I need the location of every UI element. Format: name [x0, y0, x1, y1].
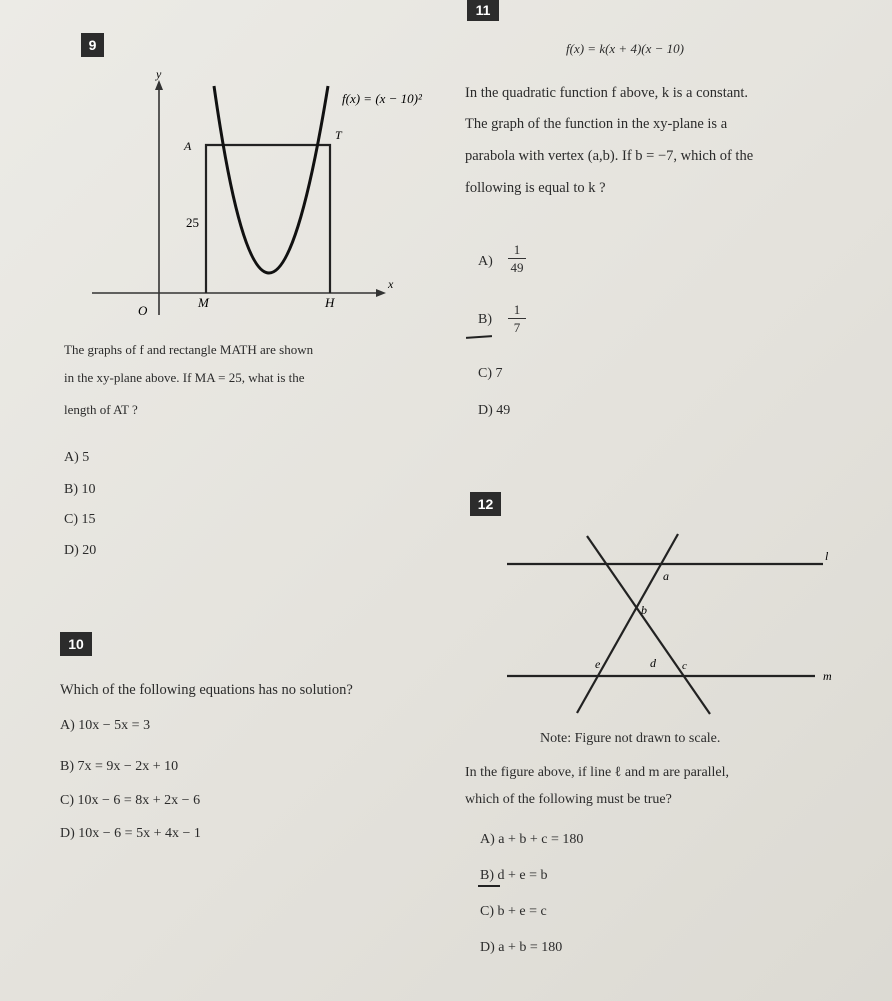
transversal-1	[587, 536, 710, 714]
transversal-2	[577, 534, 678, 713]
q9-choice-B[interactable]: B) 10	[64, 482, 96, 497]
q9-choice-C[interactable]: C) 15	[64, 512, 96, 527]
y-axis-label: y	[156, 70, 162, 81]
q12-choice-B[interactable]: B) d + e = b	[480, 868, 548, 883]
q9-choice-A[interactable]: A) 5	[64, 450, 90, 465]
q11-function-equation: f(x) = k(x + 4)(x − 10)	[566, 41, 684, 56]
q10-stem: Which of the following equations has no solution?	[60, 682, 353, 698]
q11-stem-line-2: The graph of the function in the xy-plane is a	[465, 116, 728, 132]
q11-choice-B-letter: B)	[478, 312, 492, 327]
q11-choice-C[interactable]: C) 7	[478, 366, 503, 381]
q12-choice-C[interactable]: C) b + e = c	[480, 904, 547, 919]
point-A-label: A	[184, 139, 192, 153]
q11-choice-B-numerator: 1	[513, 302, 521, 317]
q11-stem-line-4: following is equal to k ?	[465, 180, 606, 196]
q10-choice-B[interactable]: B) 7x = 9x − 2x + 10	[60, 759, 179, 774]
point-T-label: T	[335, 128, 342, 142]
q10-choice-C[interactable]: C) 10x − 6 = 8x + 2x − 6	[60, 793, 201, 808]
q11-choice-B-fraction	[508, 302, 526, 335]
angle-b-label: b	[641, 603, 647, 617]
q9-choice-D[interactable]: D) 20	[64, 543, 97, 558]
point-M-label: M	[198, 295, 209, 310]
q10-choice-D[interactable]: D) 10x − 6 = 5x + 4x − 1	[60, 826, 201, 841]
label-l: l	[825, 549, 829, 563]
question-11-number: 11	[467, 0, 499, 21]
q9-graph	[80, 70, 440, 330]
q11-choice-A-fraction	[508, 242, 526, 275]
angle-d-label: d	[650, 656, 656, 670]
question-10-number: 10	[60, 632, 92, 656]
x-axis-label: x	[388, 277, 394, 291]
rectangle-MATH	[206, 145, 330, 293]
q12-figure	[505, 528, 865, 718]
q12-choice-A[interactable]: A) a + b + c = 180	[480, 832, 584, 847]
angle-c-label: c	[682, 660, 687, 672]
q9-stem-line-3: length of AT ?	[64, 402, 138, 417]
q9-stem-line-1: The graphs of f and rectangle MATH are shown	[64, 342, 314, 357]
question-12-number: 12	[470, 492, 501, 516]
function-label: f(x) = (x − 10)²	[342, 91, 422, 106]
angle-e-label: e	[595, 657, 601, 671]
y-axis-arrow	[155, 80, 163, 90]
question-9-number: 9	[81, 33, 104, 57]
q11-choice-B-denominator: 7	[513, 320, 521, 335]
point-H-label: H	[325, 295, 335, 310]
q11-stem-line-1: In the quadratic function f above, k is a constant.	[465, 85, 749, 101]
q12-note: Note: Figure not drawn to scale.	[540, 731, 721, 746]
x-axis-arrow	[376, 289, 386, 297]
q11-choice-A-numerator: 1	[513, 242, 521, 257]
q11-choice-A-letter: A)	[478, 254, 493, 269]
q12-stem-line-2: which of the following must be true?	[465, 792, 672, 807]
q11-stem-line-3: parabola with vertex (a,b). If b = −7, which of the	[465, 148, 754, 164]
q12-choice-B-mark	[478, 885, 500, 887]
q11-choice-A[interactable]	[478, 242, 538, 282]
value-25-label: 25	[186, 215, 199, 230]
parabola-curve	[214, 86, 328, 273]
label-m: m	[823, 669, 832, 683]
q12-stem-line-1: In the figure above, if line ℓ and m are parallel,	[465, 765, 730, 780]
q9-stem-line-2: in the xy-plane above. If MA = 25, what is the	[64, 370, 305, 385]
q10-choice-A[interactable]: A) 10x − 5x = 3	[60, 718, 151, 733]
q11-choice-A-denominator: 49	[510, 260, 524, 275]
angle-a-label: a	[663, 569, 669, 583]
q11-choice-D[interactable]: D) 49	[478, 403, 511, 418]
q12-choice-D[interactable]: D) a + b = 180	[480, 940, 563, 955]
origin-O-label: O	[138, 303, 148, 318]
